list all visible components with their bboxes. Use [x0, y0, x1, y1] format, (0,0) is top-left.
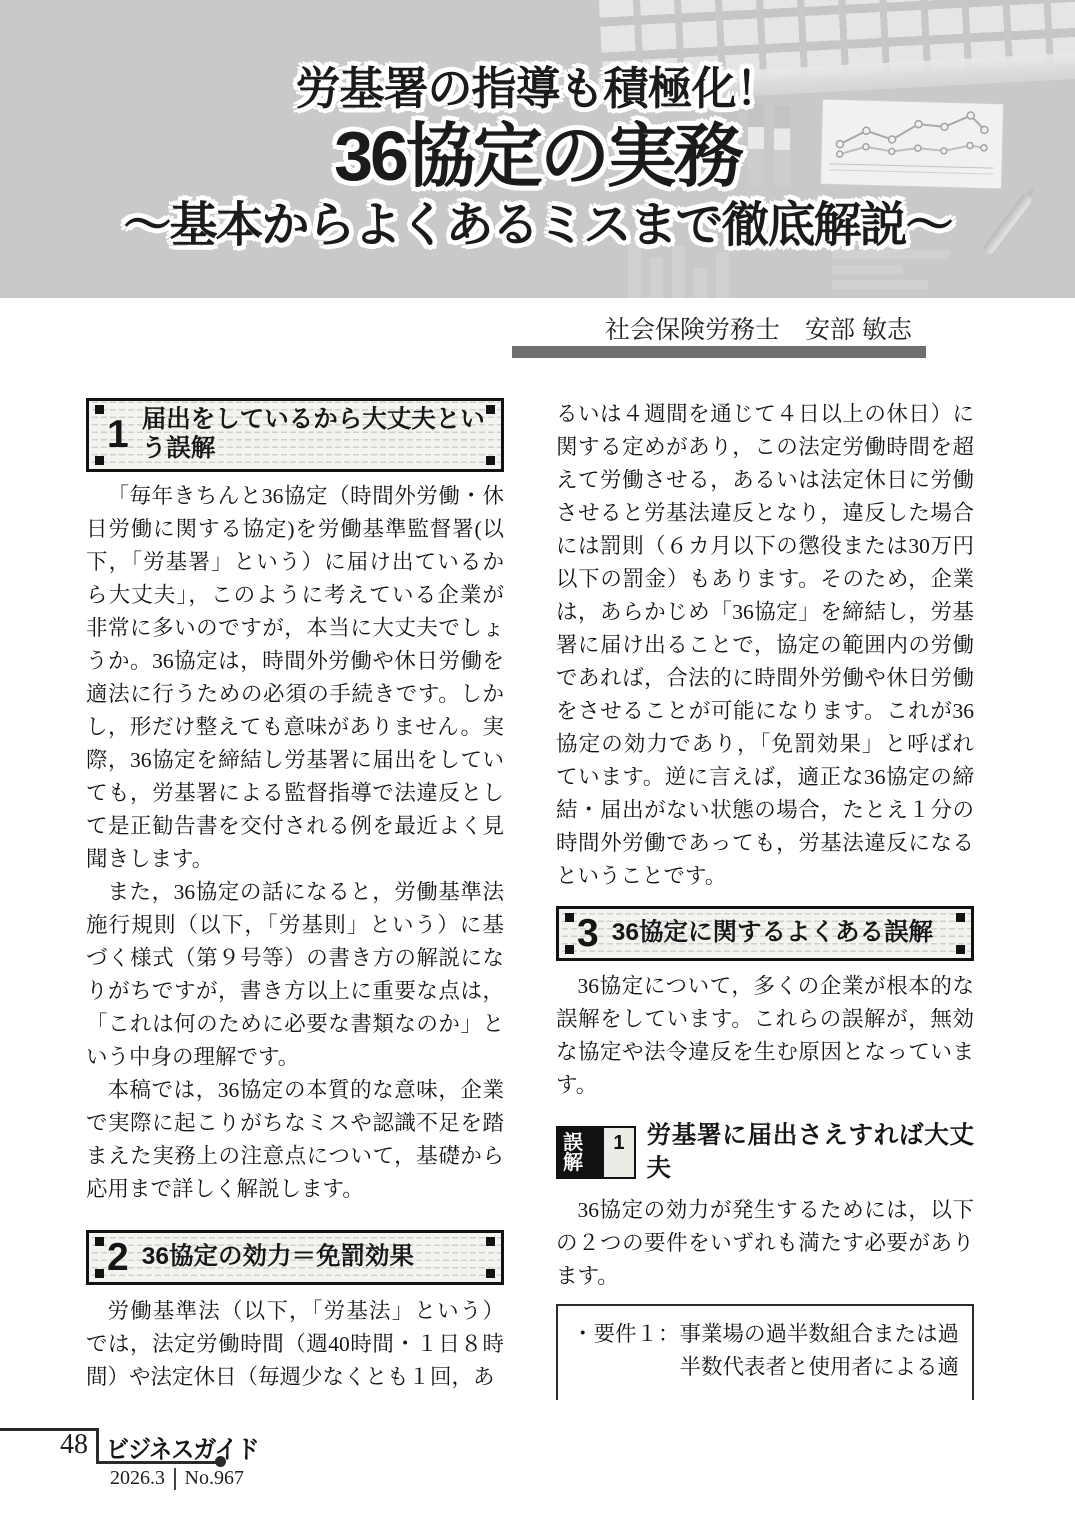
requirement-line-2: 半数代表者と使用者による適	[679, 1355, 960, 1379]
corner-square-icon	[565, 945, 574, 954]
body-paragraph: 36協定の効力が発生するためには，以下の２つの要件をいずれも満たす必要があります。	[556, 1198, 974, 1288]
article-title: 36協定の実務	[334, 117, 741, 195]
author-byline: 社会保険労務士 安部 敏志	[605, 316, 912, 344]
misconception-badge-number: 1	[604, 1128, 633, 1177]
issue-number: No.967	[184, 1467, 244, 1489]
body-paragraph: るいは４週間を通じて４日以上の休日）に関する定めがあり，この法定労働時間を超えて労働させる，あるいは法定休日に労働させると労基法違反となり，違反した場合には罰則（６カ月以下の懲役または30万円以下の罰金）もあります。そのため，企業は，あらかじめ「36協定」を締結し，労基署に届け出ることで，協定の範囲内の労働であれば，合法的に時間外労働や休日労働をさせることが可能になります。これが36協定の効力であり，「免罰効果」と呼ばれています。逆に言えば，適正な36協定の締結・届出がない状態の場合，たとえ１分の時間外労働であっても，労基法違反になるということです。	[556, 402, 974, 888]
misconception-title: 労基署に届出さえすれば大丈夫	[646, 1122, 974, 1182]
section-3-heading	[556, 906, 974, 961]
left-column	[86, 398, 504, 1394]
article-kicker: 労基署の指導も積極化！	[295, 63, 780, 114]
section-number: 1	[107, 413, 129, 457]
corner-square-icon	[486, 405, 495, 414]
footer-rule-vertical	[96, 1428, 99, 1464]
corner-square-icon	[486, 1237, 495, 1246]
misconception-badge-label: 誤解	[558, 1128, 604, 1177]
corner-square-icon	[956, 913, 965, 922]
corner-square-icon	[95, 1237, 104, 1246]
corner-square-icon	[565, 913, 574, 922]
section-2-heading	[86, 1230, 504, 1285]
horizontal-bars-photo	[832, 250, 972, 298]
body-paragraph: また，36協定の話になると，労働基準法施行規則（以下，「労基則」という）に基づく様式（第９号等）の書き方の解説になりがちですが，書き方以上に重要な点は，「これは何のために必要な書類なのか」という中身の理解です。	[86, 879, 504, 1069]
hero-header	[0, 0, 1075, 298]
corner-square-icon	[95, 405, 104, 414]
corner-square-icon	[95, 1269, 104, 1278]
corner-square-icon	[486, 456, 495, 465]
corner-square-icon	[95, 456, 104, 465]
misconception-1-subheading	[556, 1119, 974, 1185]
requirement-box	[556, 1304, 974, 1400]
corner-square-icon	[956, 945, 965, 954]
body-paragraph: 本稿では，36協定の本質的な意味，企業で実際に起こりがちなミスや認識不足を踏まえた実務上の注意点について，基礎から応用まで詳しく解説します。	[86, 1077, 504, 1201]
corner-square-icon	[486, 1269, 495, 1278]
page-number: 48	[60, 1429, 88, 1460]
body-paragraph: 「毎年きちんと36協定（時間外労働・休日労働に関する協定)を労働基準監督署(以下，「労基署」という）に届け出ているから大丈夫」，このように考えている企業が非常に多いのですが，本当に大丈夫でしょうか。36協定は，時間外労働や休日労働を適法に行うための必須の手続きです。しかし，形だけ整えても意味がありません。実際，36協定を締結し労基署に届出をしていても，労基署による監督指導で法違反として是正勧告書を交付される例を最近よく見聞きします。	[86, 483, 504, 871]
body-paragraph: 労働基準法（以下，「労基法」という）では，法定労働時間（週40時間・１日８時間）や法定休日（毎週少なくとも１回，あ	[86, 1298, 504, 1389]
byline-underline-bar	[512, 346, 926, 358]
section-number: 3	[577, 912, 599, 955]
misconception-badge	[556, 1126, 636, 1179]
right-column	[556, 398, 974, 1400]
requirement-line-1: ・要件１：事業場の過半数組合または過	[572, 1322, 960, 1346]
section-number: 2	[107, 1235, 129, 1279]
article-subtitle: ～基本からよくあるミスまで徹底解説～	[123, 199, 952, 252]
issue-info	[110, 1467, 244, 1490]
magazine-logo: ビジネスガイド	[106, 1435, 259, 1464]
section-title: 届出をしているから大丈夫という誤解	[141, 406, 485, 462]
body-paragraph: 36協定について，多くの企業が根本的な誤解をしています。これらの誤解が，無効な協定や法令違反を生む原因となっています。	[556, 974, 974, 1097]
issue-date: 2026.3	[110, 1467, 165, 1489]
section-title: 36協定に関するよくある誤解	[611, 919, 933, 947]
section-1-heading	[86, 398, 504, 472]
issue-divider	[174, 1468, 176, 1490]
section-title: 36協定の効力＝免罰効果	[141, 1242, 414, 1270]
